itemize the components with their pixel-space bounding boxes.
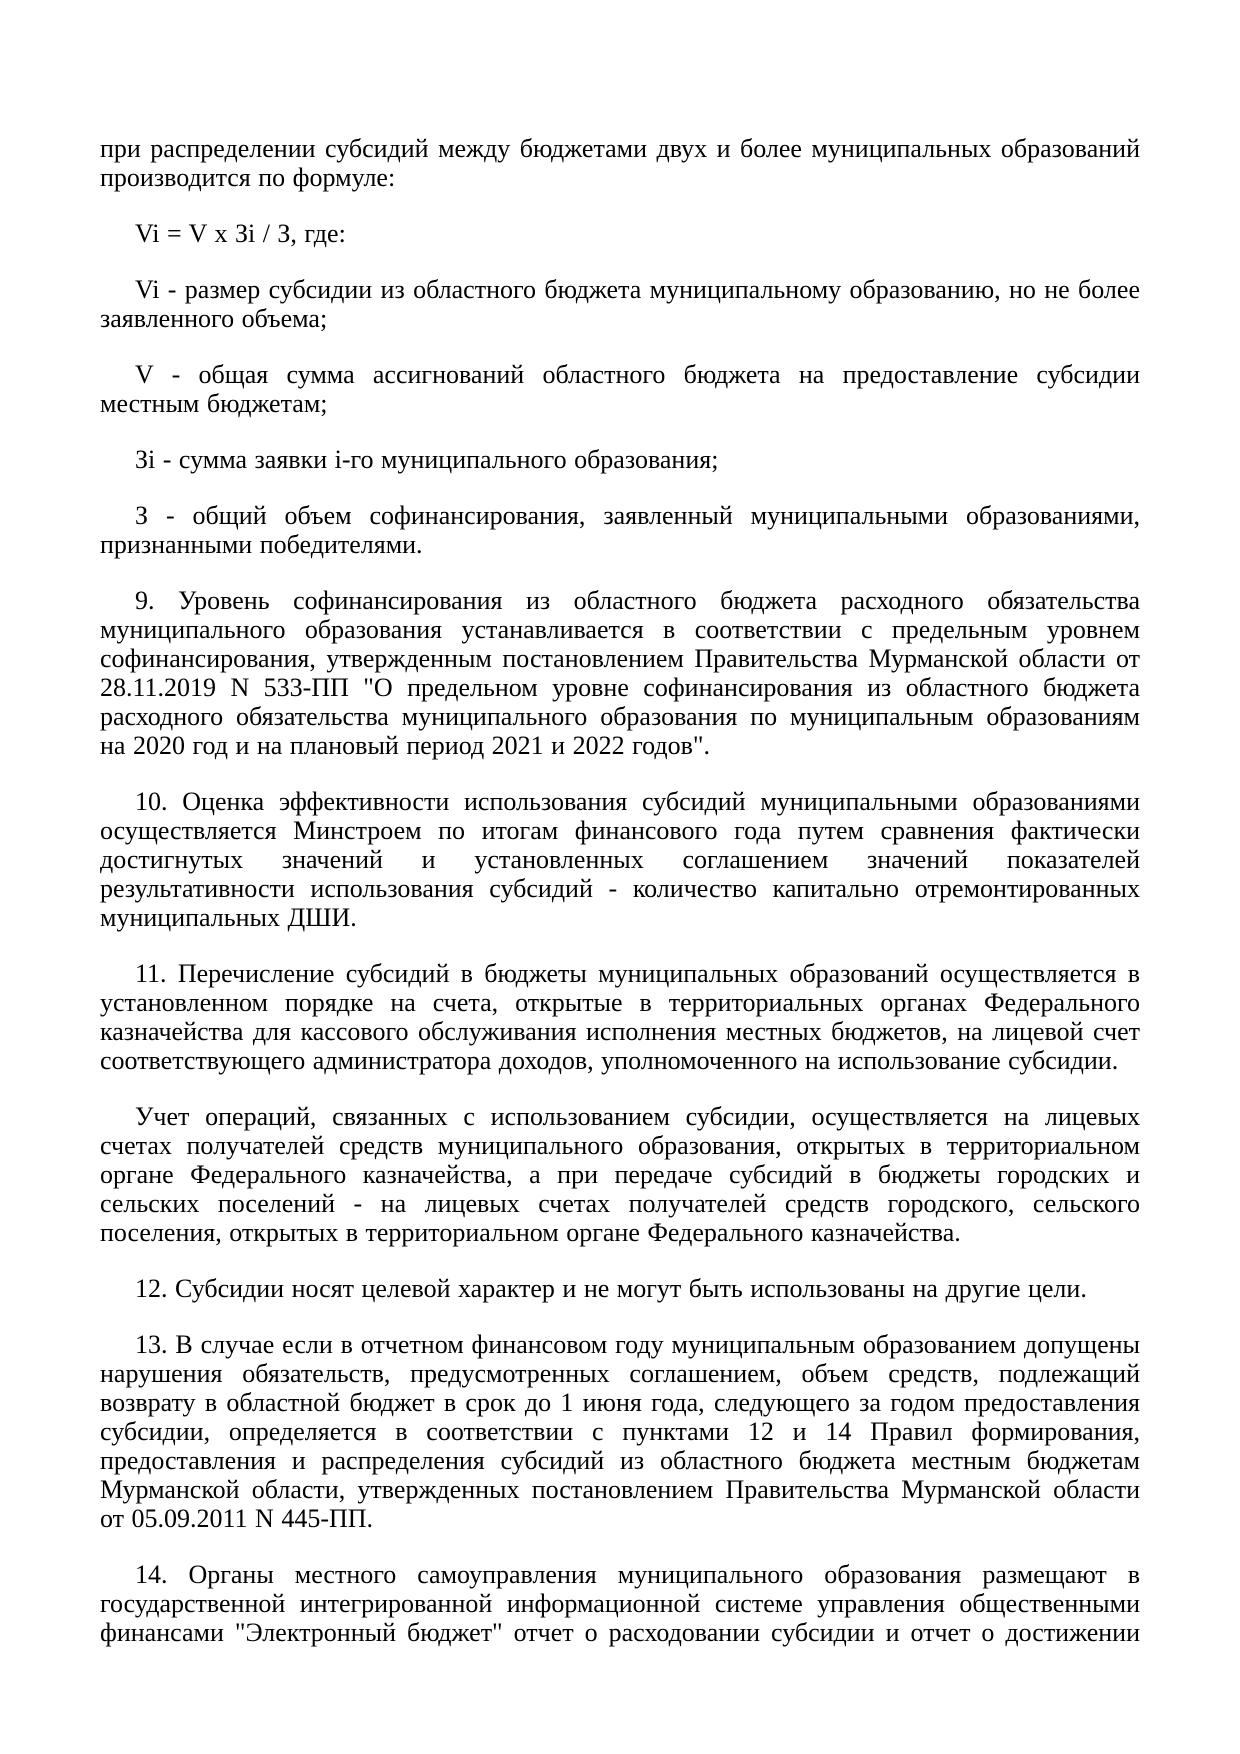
definition-v: V - общая сумма ассигнований областного бюджета на предоставление субсидии местным бюджетам; [100, 360, 1140, 418]
definition-zi: Зi - сумма заявки i-го муниципального образования; [135, 445, 719, 474]
formula-line: Vi = V x Зi / З, где: [135, 219, 346, 248]
definition-vi: Vi - размер субсидии из областного бюджета муниципальному образованию, но не более заявленного объема; [100, 275, 1140, 333]
paragraph-item-9: 9. Уровень софинансирования из областного бюджета расходного обязательства муниципального образования устанавливается в соответствии с предельным уровнем софинансирования, утвержденным постановлением Правительства Мурманской области от 28.11.2019 N 533-ПП "О предельном уровне софинансирования из областного бюджета расходного обязательства муниципального образования по муниципальным образованиям на 2020 год и на плановый период 2021 и 2022 годов". [100, 586, 1140, 760]
paragraph-item-11: 11. Перечисление субсидий в бюджеты муниципальных образований осуществляется в установленном порядке на счета, открытые в территориальных органах Федерального казначейства для кассового обслуживания исполнения местных бюджетов, на лицевой счет соответствующего администратора доходов, уполномоченного на использование субсидии. [100, 959, 1140, 1075]
paragraph-item-13: 13. В случае если в отчетном финансовом году муниципальным образованием допущены нарушения обязательств, предусмотренных соглашением, объем средств, подлежащий возврату в областной бюджет в срок до 1 июня года, следующего за годом предоставления субсидии, определяется в соответствии с пунктами 12 и 14 Правил формирования, предоставления и распределения субсидий из областного бюджета местным бюджетам Мурманской области, утвержденных постановлением Правительства Мурманской области от 05.09.2011 N 445-ПП. [100, 1330, 1140, 1533]
paragraph-item-10: 10. Оценка эффективности использования субсидий муниципальными образованиями осуществляется Минстроем по итогам финансового года путем сравнения фактически достигнутых значений и установленных соглашением значений показателей результативности использования субсидий - количество капитально отремонтированных муниципальных ДШИ. [100, 787, 1140, 932]
definition-z: З - общий объем софинансирования, заявленный муниципальными образованиями, признанными победителями. [100, 501, 1140, 559]
paragraph-item-11-accounting: Учет операций, связанных с использованием субсидии, осуществляется на лицевых счетах получателей средств муниципального образования, открытых в территориальном органе Федерального казначейства, а при передаче субсидий в бюджеты городских и сельских поселений - на лицевых счетах получателей средств городского, сельского поселения, открытых в территориальном органе Федерального казначейства. [100, 1102, 1140, 1247]
paragraph-item-12: 12. Субсидии носят целевой характер и не могут быть использованы на другие цели. [135, 1274, 1087, 1303]
paragraph-item-14: 14. Органы местного самоуправления муниципального образования размещают в государственной интегрированной информационной системе управления общественными финансами "Электронный бюджет" отчет о расходовании субсидии и отчет о достижении [100, 1560, 1140, 1647]
paragraph-continuation-formula-intro: при распределении субсидий между бюджетами двух и более муниципальных образований производится по формуле: [100, 134, 1140, 192]
